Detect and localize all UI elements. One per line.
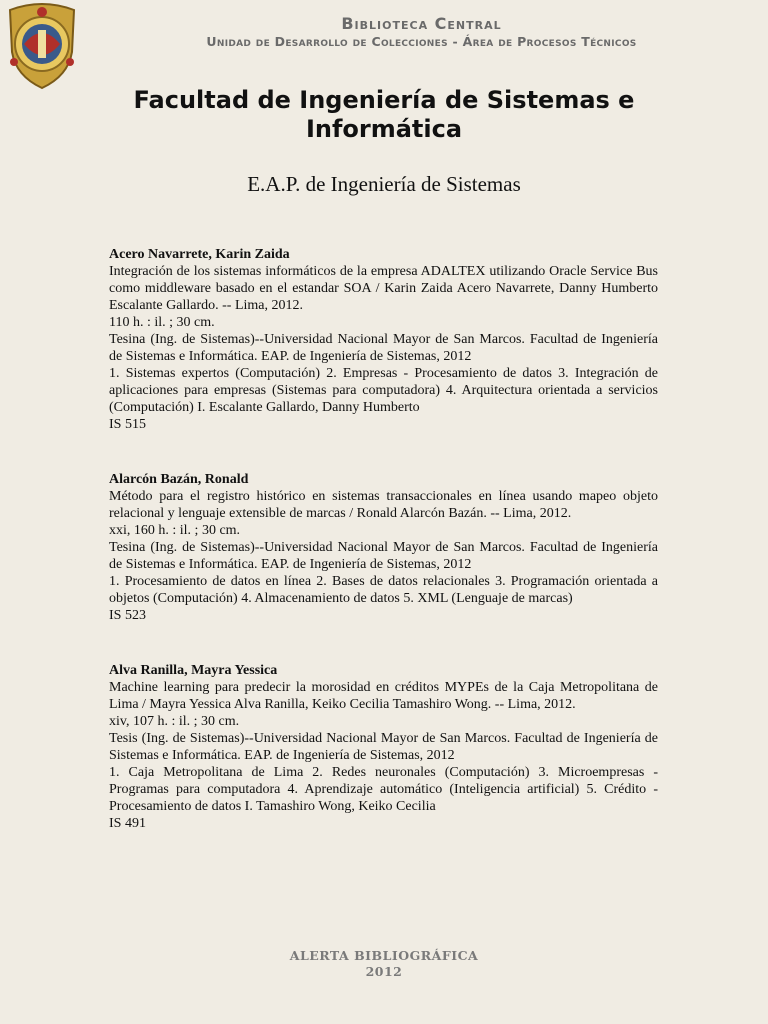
record-subjects: 1. Caja Metropolitana de Lima 2. Redes neuronales (Computación) 3. Microempresas - Programas para computadora 4. Aprendizaje automático (Inteligencia artificial) 5. Crédito - Procesamiento de datos I. Tamashiro Wong, Keiko Cecilia <box>109 765 658 814</box>
record-physical-description: 110 h. : il. ; 30 cm. <box>109 315 215 330</box>
unit-name: Unidad de Desarrollo de Colecciones - Área de Procesos Técnicos <box>206 34 637 49</box>
bibliographic-record <box>109 662 658 832</box>
record-subjects: 1. Procesamiento de datos en línea 2. Bases de datos relacionales 3. Programación orientada a objetos (Computación) 4. Almacenamiento de datos 5. XML (Lenguaje de marcas) <box>109 574 658 606</box>
record-physical-description: xxi, 160 h. : il. ; 30 cm. <box>109 523 241 538</box>
library-header <box>95 14 748 50</box>
record-call-number: IS 491 <box>109 816 146 831</box>
record-thesis-note: Tesina (Ing. de Sistemas)--Universidad Nacional Mayor de San Marcos. Facultad de Ingeniería de Sistemas e Informática. EAP. de Ingeniería de Sistemas, 2012 <box>109 332 658 364</box>
record-list <box>109 246 658 870</box>
record-author: Alva Ranilla, Mayra Yessica <box>109 663 278 678</box>
university-seal-logo <box>2 2 82 92</box>
record-thesis-note: Tesis (Ing. de Sistemas)--Universidad Nacional Mayor de San Marcos. Facultad de Ingeniería de Sistemas e Informática. EAP. de Ingeniería de Sistemas, 2012 <box>109 731 658 763</box>
record-title: Método para el registro histórico en sistemas transaccionales en línea usando mapeo objeto relacional y lenguaje extensible de marcas / Ronald Alarcón Bazán. -- Lima, 2012. <box>109 489 658 521</box>
footer-label: ALERTA BIBLIOGRÁFICA <box>289 948 479 963</box>
bibliographic-record <box>109 471 658 624</box>
faculty-title: Facultad de Ingeniería de Sistemas e Informática <box>133 86 635 143</box>
record-author: Alarcón Bazán, Ronald <box>109 472 249 487</box>
record-call-number: IS 523 <box>109 608 146 623</box>
record-title: Integración de los sistemas informáticos de la empresa ADALTEX utilizando Oracle Service Bus como middleware basado en el estandar SOA / Karin Zaida Acero Navarrete, Danny Humberto Escalante Gallardo. -- Lima, 2012. <box>109 264 658 313</box>
bibliographic-record <box>109 246 658 433</box>
school-title: E.A.P. de Ingeniería de Sistemas <box>247 172 521 196</box>
library-name: Biblioteca Central <box>341 14 502 33</box>
record-subjects: 1. Sistemas expertos (Computación) 2. Empresas - Procesamiento de datos 3. Integración de aplicaciones para empresas (Sistemas para computadora) 4. Arquitectura orientada a servicios (Computación) I. Escalante Gallardo, Danny Humberto <box>109 366 658 415</box>
footer <box>0 948 768 980</box>
record-thesis-note: Tesina (Ing. de Sistemas)--Universidad Nacional Mayor de San Marcos. Facultad de Ingeniería de Sistemas e Informática. EAP. de Ingeniería de Sistemas, 2012 <box>109 540 658 572</box>
record-physical-description: xiv, 107 h. : il. ; 30 cm. <box>109 714 240 729</box>
record-title: Machine learning para predecir la morosidad en créditos MYPEs de la Caja Metropolitana de Lima / Mayra Yessica Alva Ranilla, Keiko Cecilia Tamashiro Wong. -- Lima, 2012. <box>109 680 658 712</box>
record-call-number: IS 515 <box>109 417 146 432</box>
record-author: Acero Navarrete, Karin Zaida <box>109 247 290 262</box>
footer-year: 2012 <box>365 964 403 979</box>
